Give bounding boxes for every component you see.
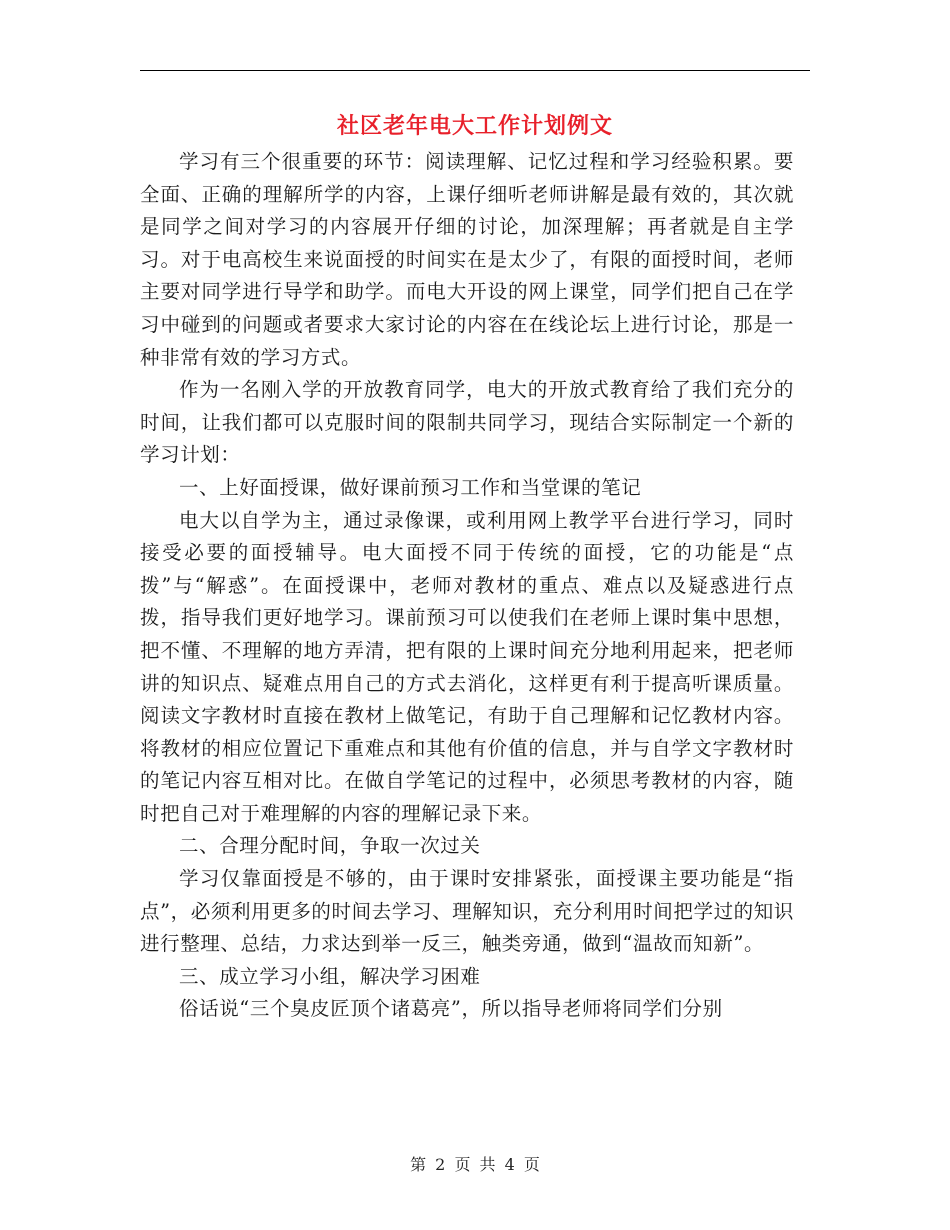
paragraph-plan-intro: 作为一名刚入学的开放教育同学，电大的开放式教育给了我们充分的时间，让我们都可以克服时间的限制共同学习，现结合实际制定一个新的学习计划：	[140, 378, 794, 467]
paragraph-section-3: 俗话说“三个臭皮匠顶个诸葛亮”，所以指导老师将同学们分别	[179, 997, 723, 1021]
section-heading-2: 二、合理分配时间，争取一次过关	[179, 834, 481, 858]
paragraph-section-1: 电大以自学为主，通过录像课，或利用网上教学平台进行学习，同时接受必要的面授辅导。电大面授不同于传统的面授，它的功能是“点拨”与“解惑”。在面授课中，老师对教材的重点、难点以及疑惑进行点拨，指导我们更好地学习。课前预习可以使我们在老师上课时集中思想，把不懂、不理解的地方弄清，把有限的上课时间充分地利用起来，把老师讲的知识点、疑难点用自己的方式去消化，这样更有利于提高听课质量。阅读文字教材时直接在教材上做笔记，有助于自己理解和记忆教材内容。将教材的相应位置记下重难点和其他有价值的信息，并与自学文字教材时的笔记内容互相对比。在做自学笔记的过程中，必须思考教材的内容，随时把自己对于难理解的内容的理解记录下来。	[140, 508, 794, 825]
section-heading-1: 一、上好面授课，做好课前预习工作和当堂课的笔记	[179, 475, 642, 499]
paragraph-intro: 学习有三个很重要的环节：阅读理解、记忆过程和学习经验积累。要全面、正确的理解所学的内容，上课仔细听老师讲解是最有效的，其次就是同学之间对学习的内容展开仔细的讨论，加深理解；再者就是自主学习。对于电高校生来说面授的时间实在是太少了，有限的面授时间，老师主要对同学进行导学和助学。而电大开设的网上课堂，同学们把自己在学习中碰到的问题或者要求大家讨论的内容在在线论坛上进行讨论，那是一种非常有效的学习方式。	[140, 150, 794, 369]
paragraph-section-2: 学习仅靠面授是不够的，由于课时安排紧张，面授课主要功能是“指点”，必须利用更多的时间去学习、理解知识，充分利用时间把学过的知识进行整理、总结，力求达到举一反三，触类旁通，做到“温故而知新”。	[140, 867, 794, 956]
header-rule	[140, 70, 810, 71]
document-body	[140, 146, 794, 1026]
section-heading-3: 三、成立学习小组，解决学习困难	[179, 964, 481, 988]
page-number-footer: 第 2 页 共 4 页	[410, 1155, 540, 1174]
document-title: 社区老年电大工作计划例文	[336, 113, 613, 139]
